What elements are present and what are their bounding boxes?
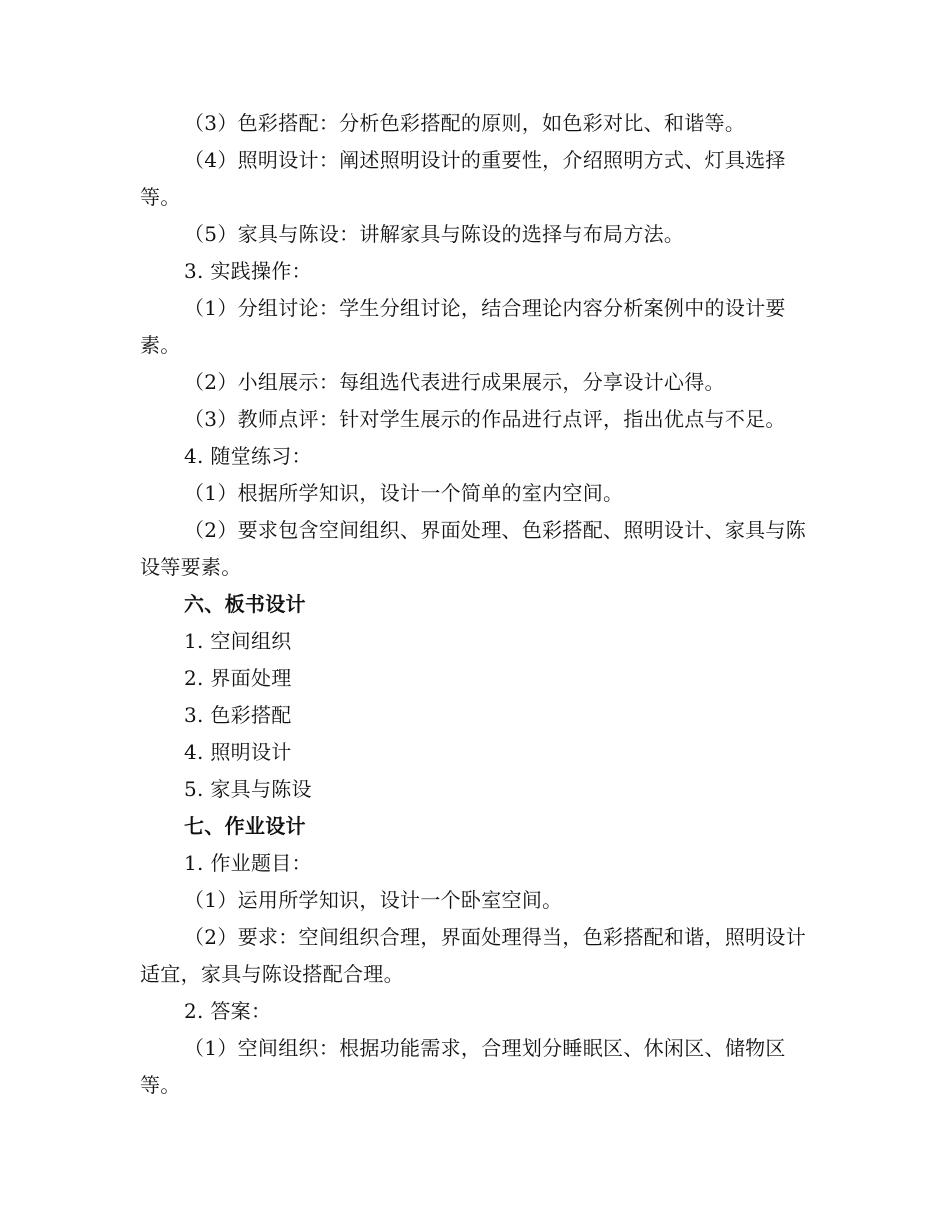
paragraph-furniture-decor: （5）家具与陈设：讲解家具与陈设的选择与布局方法。 [184,222,685,246]
paragraph-exercise-design: （1）根据所学知识，设计一个简单的室内空间。 [184,481,624,505]
item-class-exercise: 4. 随堂练习： [184,444,312,468]
paragraph-teacher-review: （3）教师点评：针对学生展示的作品进行点评，指出优点与不足。 [184,407,786,431]
list-item-surface-treatment: 2. 界面处理 [184,666,292,690]
list-item-color-matching: 3. 色彩搭配 [184,703,292,727]
list-item-furniture: 5. 家具与陈设 [184,777,312,801]
item-answer: 2. 答案： [184,999,272,1023]
paragraph-exercise-requirements: （2）要求包含空间组织、界面处理、色彩搭配、照明设计、家具与陈设等要素。 [140,518,807,579]
paragraph-group-presentation: （2）小组展示：每组选代表进行成果展示，分享设计心得。 [184,370,725,394]
section-heading-homework: 七、作业设计 [184,814,306,838]
section-heading-blackboard: 六、板书设计 [184,592,306,616]
paragraph-group-discussion: （1）分组讨论：学生分组讨论，结合理论内容分析案例中的设计要素。 [140,296,786,357]
paragraph-color-matching: （3）色彩搭配：分析色彩搭配的原则，如色彩对比、和谐等。 [184,111,746,135]
item-practice: 3. 实践操作： [184,259,312,283]
list-item-lighting: 4. 照明设计 [184,740,292,764]
paragraph-lighting-design: （4）照明设计：阐述照明设计的重要性，介绍照明方式、灯具选择等。 [140,148,786,209]
item-homework-topic: 1. 作业题目： [184,851,312,875]
document-body [140,105,820,1104]
paragraph-homework-requirements: （2）要求：空间组织合理，界面处理得当，色彩搭配和谐，照明设计适宜，家具与陈设搭配合理。 [140,925,807,986]
paragraph-answer-space: （1）空间组织：根据功能需求，合理划分睡眠区、休闲区、储物区等。 [140,1036,786,1097]
paragraph-homework-bedroom: （1）运用所学知识，设计一个卧室空间。 [184,888,563,912]
list-item-space-organization: 1. 空间组织 [184,629,292,653]
